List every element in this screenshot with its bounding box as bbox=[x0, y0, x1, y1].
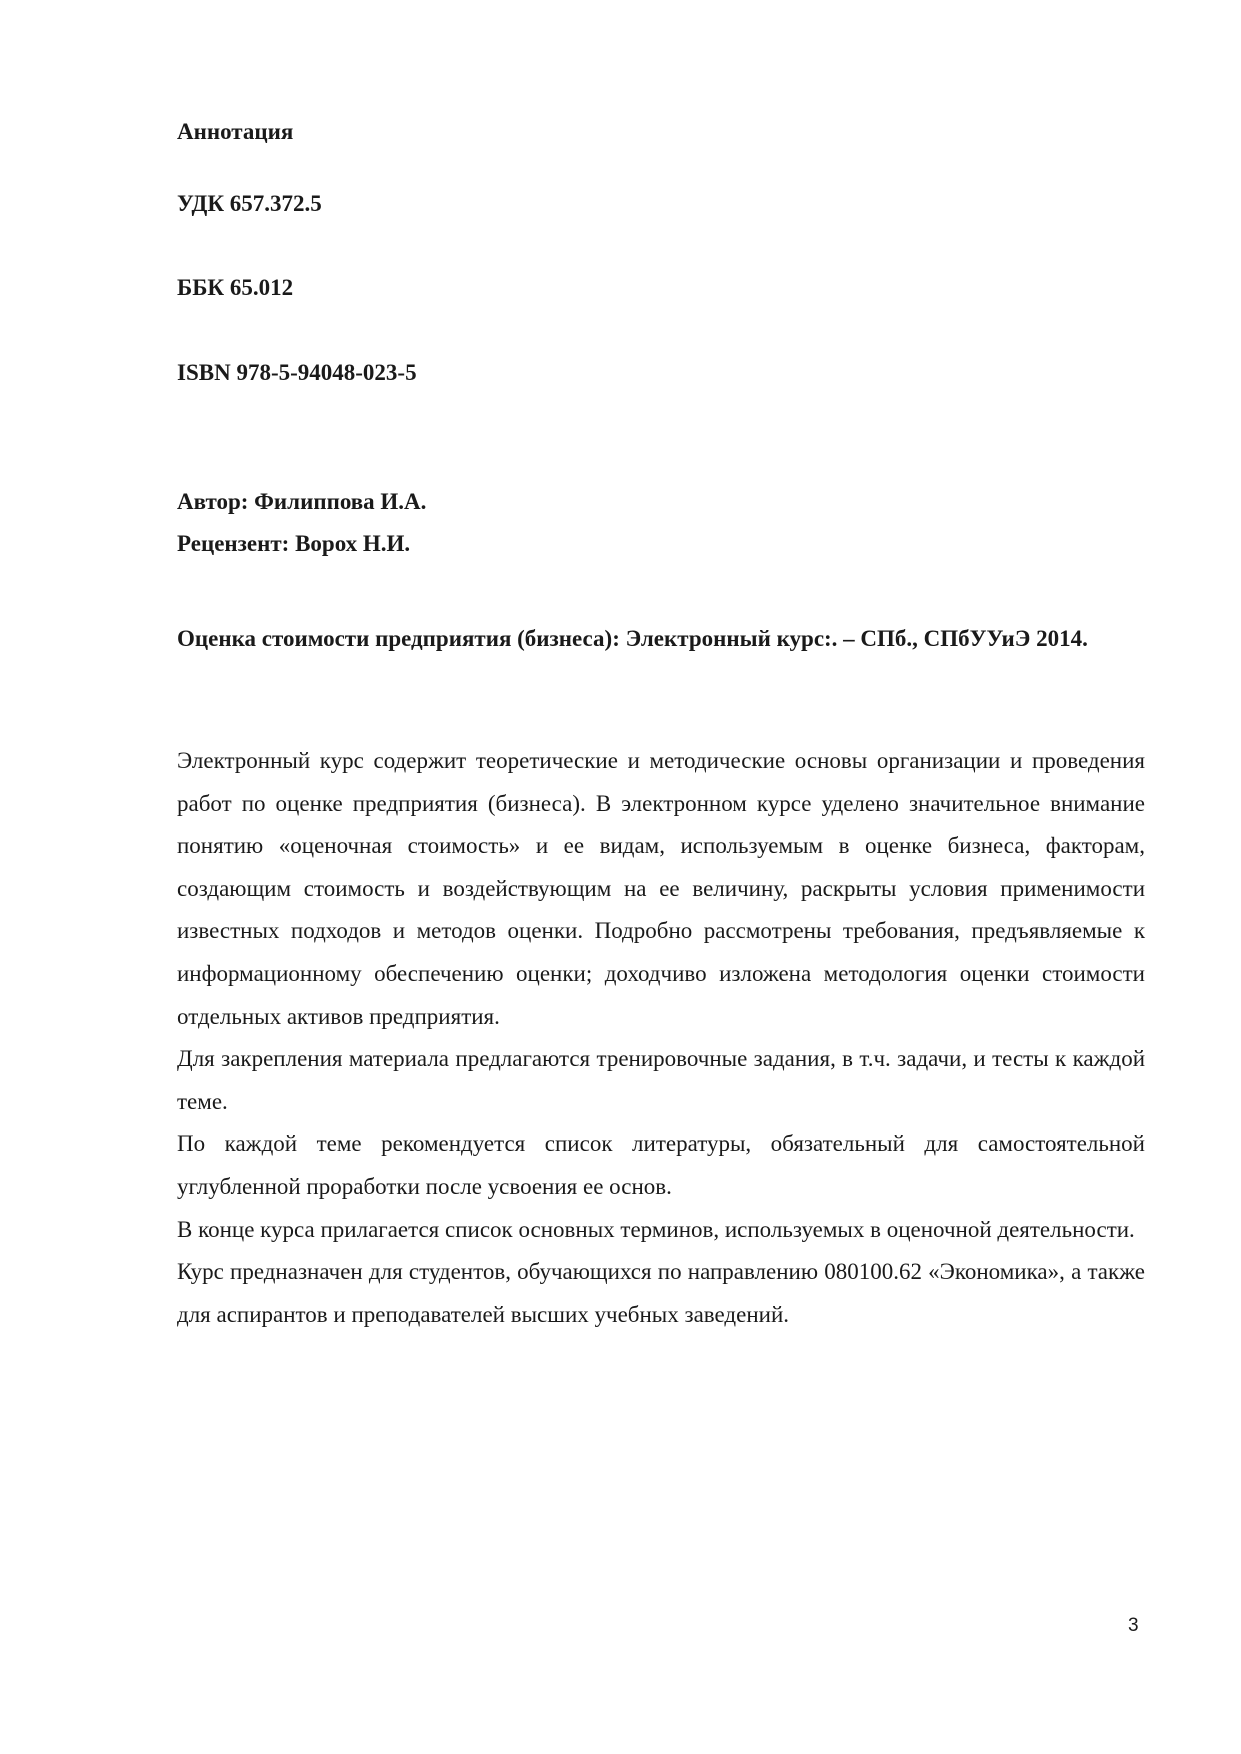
reviewer-line: Рецензент: Ворох Н.И. bbox=[177, 531, 411, 556]
author-line: Автор: Филиппова И.А. bbox=[177, 489, 427, 514]
book-title: Оценка стоимости предприятия (бизнеса): Электронный курс:. – СПб., СПбУУиЭ 2014. bbox=[177, 626, 1088, 651]
isbn-code: ISBN 978-5-94048-023-5 bbox=[177, 360, 417, 385]
paragraph-literature: По каждой теме рекомендуется список литературы, обязательный для самостоятельной углубленной проработки после усвоения ее основ. bbox=[177, 1131, 1145, 1199]
bbk-code: ББК 65.012 bbox=[177, 275, 294, 300]
annotation-heading: Аннотация bbox=[177, 119, 294, 144]
annotation-body bbox=[177, 740, 1145, 1336]
page-number: 3 bbox=[1128, 1615, 1139, 1636]
paragraph-exercises: Для закрепления материала предлагаются тренировочные задания, в т.ч. задачи, и тесты к каждой теме. bbox=[177, 1046, 1145, 1114]
paragraph-course-content: Электронный курс содержит теоретические и методические основы организации и проведения работ по оценке предприятия (бизнеса). В электронном курсе уделено значительное внимание понятию «оценочная стоимость» и ее видам, используемым в оценке бизнеса, факторам, создающим стоимость и воздействующим на ее величину, раскрыты условия применимости известных подходов и методов оценки. Подробно рассмотрены требования, предъявляемые к информационному обеспечению оценки; доходчиво изложена методология оценки стоимости отдельных активов предприятия. bbox=[177, 748, 1145, 1029]
paragraph-audience: Курс предназначен для студентов, обучающихся по направлению 080100.62 «Экономика», а также для аспирантов и преподавателей высших учебных заведений. bbox=[177, 1259, 1145, 1327]
paragraph-glossary: В конце курса прилагается список основных терминов, используемых в оценочной деятельности. bbox=[177, 1216, 1135, 1242]
udk-code: УДК 657.372.5 bbox=[177, 191, 322, 216]
